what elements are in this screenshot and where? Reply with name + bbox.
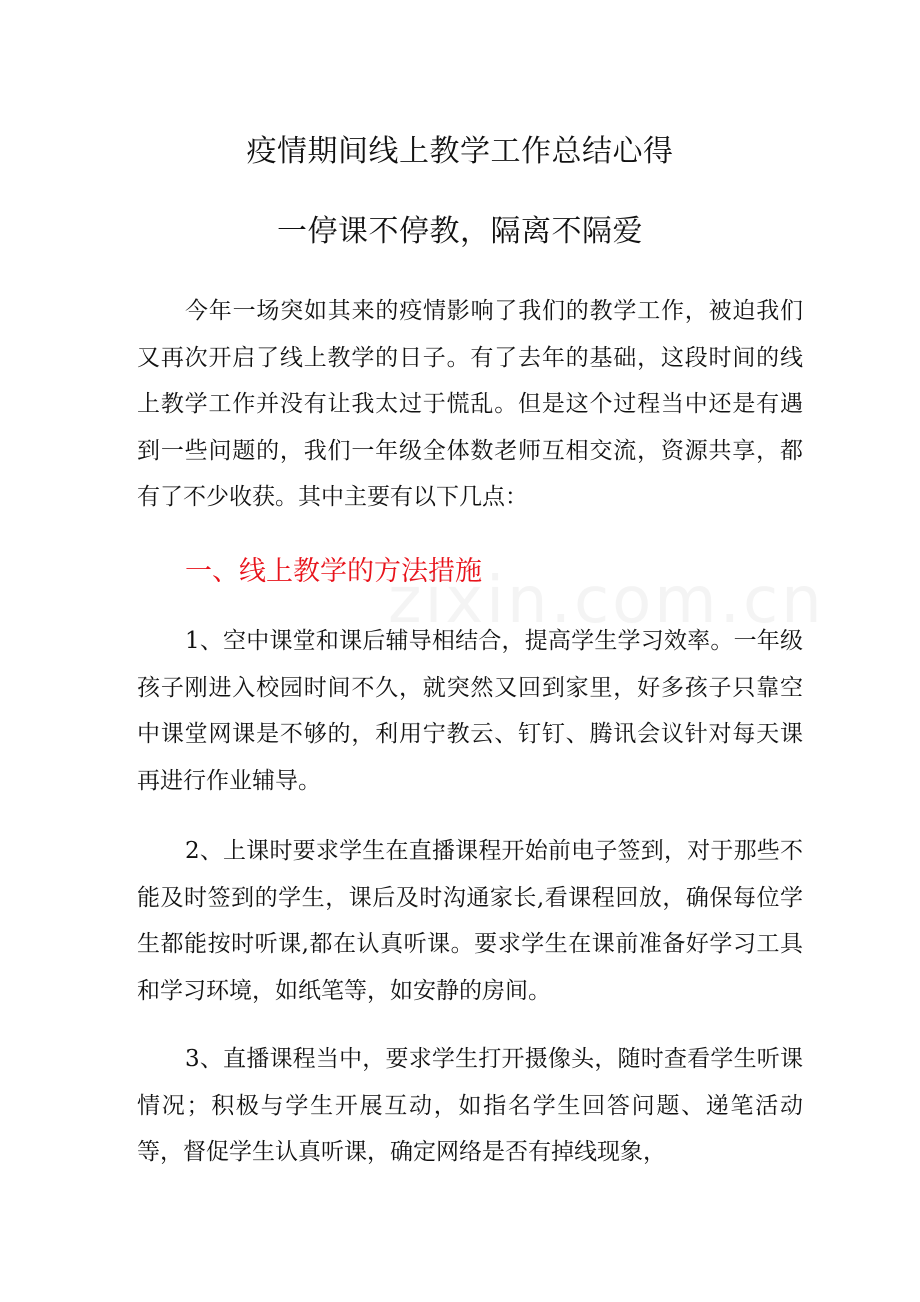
document-title: 疫情期间线上教学工作总结心得 (246, 134, 674, 169)
intro-paragraph: 今年一场突如其来的疫情影响了我们的教学工作，被迫我们又再次开启了线上教学的日子。有了去年的基础，这段时间的线上教学工作并没有让我太过于慌乱。但是这个过程当中还是有遇到一些问题的，我们一年级全体数老师互相交流，资源共享，都有了不少收获。其中主要有以下几点： (137, 298, 803, 510)
method-item-1: 1、空中课堂和课后辅导相结合，提高学生学习效率。一年级孩子刚进入校园时间不久，就突然又回到家里，好多孩子只靠空中课堂网课是不够的，利用宁教云、钉钉、腾讯会议针对每天课再进行作业辅导。 (137, 628, 803, 794)
method-item-2: 2、上课时要求学生在直播课程开始前电子签到，对于那些不能及时签到的学生，课后及时沟通家长,看课程回放，确保每位学生都能按时听课,都在认真听课。要求学生在课前准备好学习工具和学习环境，如纸笔等，如安静的房间。 (137, 838, 803, 1004)
section-heading-methods: 一、线上教学的方法措施 (185, 556, 482, 587)
method-item-3: 3、直播课程当中，要求学生打开摄像头，随时查看学生听课情况；积极与学生开展互动，如指名学生回答问题、递笔活动等，督促学生认真听课，确定网络是否有掉线现象， (137, 1046, 803, 1165)
watermark: zixin.com.cn (388, 564, 825, 638)
document-subtitle: 一停课不停教，隔离不隔爱 (277, 214, 643, 249)
